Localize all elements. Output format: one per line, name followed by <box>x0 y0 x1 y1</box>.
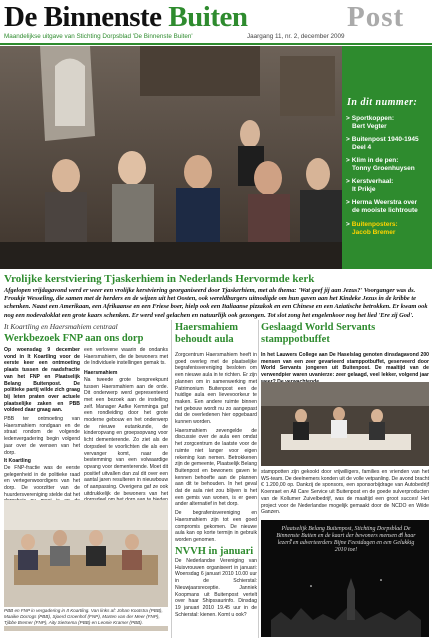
col1-subhead: It Koartling <box>4 458 31 465</box>
contents-item[interactable]: > Herma Weerstra over de mooiste lichtroute <box>346 199 418 214</box>
col1-para: De FNP-fractie was de eerste gelegenheid in de politieke raad en vertegenwoordigers van het dorp. De voorzitter van de huurdersvereniging stelde dat het <box>4 464 80 498</box>
masthead-rule <box>0 43 432 45</box>
christmas-card-text: Plaatselijk Belang Buitenpost, Stichting Dorpsblad De Binnenste Buiten en de kaart der bewoners mensen al haar lezers en adverteerders Bijne Feestdagen en een Gelukkig 2010 toe! <box>276 526 416 553</box>
issue-info: Jaargang 11, nr. 2, december 2009 <box>247 33 345 40</box>
col1-text-b <box>84 347 168 524</box>
col2-text <box>175 352 257 544</box>
column-divider <box>258 320 259 638</box>
contents-item[interactable]: > Klim in de pen: Tonny Groenhuysen <box>346 157 415 172</box>
photo-illustration <box>0 46 342 269</box>
title-part-2: Buiten <box>168 1 248 33</box>
contents-item[interactable]: > Kerstverhaal: It Prikje <box>346 178 394 193</box>
title-part-1: De Binnenste <box>4 1 169 33</box>
col1-kicker: It Koartling en Haersmahiem centraal <box>4 322 118 331</box>
main-headline: Vrolijke kerstviering Tjaskerhiem in Nederlands Hervormde kerk <box>4 273 315 285</box>
col2-headline-2: NVVH in januari <box>175 546 254 557</box>
meeting-caption: PBB en FNP in vergadering in It Koartling. Van links af: Johan Kootstra (PBB), Maaike Dorrogs (PBB), Sjoerd Groenhof (FNP), Marten van der Meer (FNP), Tjibbe Bremer (FNP), Aity Sietsema (PBB) en Leonie Kramer (PBB). <box>4 607 168 626</box>
main-lead: Afgelopen vrijdagavond werd er weer een vrolijke kerstviering georganiseerd door Tjaskerhiem, met als thema: 'Wat geef jij aan Jezus?' Voorganger was ds. Froukje Wesseling, die samen met de herders en de wijzen uit het Oosten, ook wereldburgers uitnodigde om hun gaven aan het Kindeke Jezus in de kribbe te schenken. Naast een Amerikaan, een Afrikaanse en een Friese boer, hielp ook een Italiaanse pizzakok en een Chinese en een Aziatische betrokken. Er kwam ook nog een nodevaloklat een grote kaars schenken. Er werd veel gelachen en natuurlijk ook gezongen. Tot slot zong het engelenkoor nog het lied 'Ere zij God'. <box>4 287 428 319</box>
col1-para: PBB ter ontmoeting van Haersmahiem rondgaan en de straat rondom de volgende ledenvergadering begin volgend jaar over de wensen van het dorp. <box>4 416 80 456</box>
col3-text-b: stamppotten zijn gekookt door vrijwilligers, families en vrienden van het WS-team. De deelnemers konden uit de volle vetpanling. De avond bracht € 1.200,00 op. Dankzij de sponsors, een sponsorbijdrage van Autobedrijf Koenraet en All Care Service uit Buitenpost en de goede sulverproducten van de Kollumer Zuivelbedrijf, was de maaltijd een groot succes! Het project voor de Nederlandse mogelijk gemaakt door de NCDO en Wilde Ganzen. <box>261 469 429 516</box>
col1-para: Na tweede grote bespreekpunt tussen Haersmahiem aan de orde. Dit onderwerp werd gepresenteerd met een bezoek aan de instelling zelf. Manager Aafke Kemminga gaf een rondleiding door het grote moderne gebouw en het onderwerp de nieuwe eutankunde, de kinderopvang en groepsopvang voor licht dementerende. Zo ziet als de dorpsdeel te voorlichten die als een vervanger komt, naar de bestemming van een volwaardige opvang voor dementerende. Moet dit positief uitvallen dan zal dit over een aantal jaren resulteren in nieuwbouw of aanpassing. Overigens gaf ze ook uitdrukkelijk de bewoners van het <box>84 376 168 497</box>
contents-item[interactable]: > Buitenposters: Jacob Bremer <box>346 221 398 236</box>
col2-para: De begrafenisvereniging en Haersmahiem zijn tot een goed compromis gekomen. De nieuwe aula kan op korte termijn in gebruik worden genomen. <box>175 510 257 543</box>
arrow-icon: > <box>346 178 350 185</box>
contents-heading: In dit nummer: <box>347 97 418 108</box>
church-photo <box>0 46 342 269</box>
col2-para: Zorgcentrum Haersmahiem heeft in goed overleg met de plaatselijke begrafenisvereniging besloten om een nieuwe aula in te richten. Er zijn plannen om in samenwerking met Patrimonium Buitenpost een de huidige aula een lievevoorkeur te maken. Een andere ruimte binnen het gebouw wordt nu zo aangepast dat de overledenen hier opgebaard kunnen worden. <box>175 352 257 426</box>
contents-item[interactable]: > Buitenpost 1940-1945 Deel 4 <box>346 136 419 151</box>
newspaper-title <box>4 1 247 34</box>
buffet-illustration <box>261 382 429 466</box>
col2-text-2: De Nederlandse Vereniging van Huisvrouwen organiseert in januari: Woensdag 6 januari 2010 10.00 uur in de Schierstal: Nieuwjaarsreceptie. Janniek Koopmans uit Buitenpost vertelt over haar Shipssaurinfo. Dinsdag 19 januari 2010 19.45 uur in de Schierstal: kienen. Komt u ook? <box>175 558 257 618</box>
arrow-icon: > <box>346 199 350 206</box>
col2-headline: Haersmahiem behoudt aula <box>175 322 238 345</box>
arrow-icon: > <box>346 115 350 122</box>
col3-text-a: In het Lauwers College aan De Haselslag genoten dinsdagavond 200 mensen van een zeer gevarieerd stamppotbuffet, geserveerd door World Servants jongeren uit Buitenpost. De maaltijd van de verwendpier waren uvanierze: zeer gelaagd, veel lekker, volgend jaar <box>261 352 429 379</box>
col3-headline: Geslaagd World Servants stamppotbuffet <box>261 322 376 345</box>
column-divider <box>171 320 172 638</box>
arrow-icon: > <box>346 221 350 228</box>
title-part-3: Post <box>347 1 405 33</box>
buffet-photo <box>261 382 429 466</box>
col1-headline: Werkbezoek FNP aan ons dorp <box>4 333 144 344</box>
arrow-icon: > <box>346 136 350 143</box>
col1-para: een verlovene waarin de ondanks Haersmahiem, die de bewoners met de Individuele instellingen gemak ts. <box>84 347 168 367</box>
col1-text-a <box>4 347 80 519</box>
contents-item[interactable]: > Sportkoppen: Bert Vegter <box>346 115 395 130</box>
col2-para: Haersmahiem zevengelde de discussie over de aula een omdat het zorgcentrum de laatste voor de ruimte niet langer voor eigen rekening kan nemen. Betrokkenen zijn de gemeente, Plaatselijk Belang Buitenpost en bewoners gaven te kennen behoefte aan de plannen aan dit te behouden. In het geval dat de aula niet zou blijven is het een gemis van wonen, is er geen ander alternatief in het dorp. <box>175 427 257 508</box>
col1-subhead: Haersmahiem <box>84 370 118 377</box>
col1-para: Op woensdag 9 december vond in It Koartling voor de eerste keer een ontmoeting plaats tussen de raadsfractie van het FNP en Plaatselijk Belang Buitenpost. De politieke partij wilde zich graag bij leten praten over actuele plaatselijke zaken en PBB voldeed daar graag aan. <box>4 347 80 414</box>
tagline: Maandelijkse uitgave van Stichting Dorpsblad 'De Binnenste Buiten' <box>4 33 193 40</box>
arrow-icon: > <box>346 157 350 164</box>
